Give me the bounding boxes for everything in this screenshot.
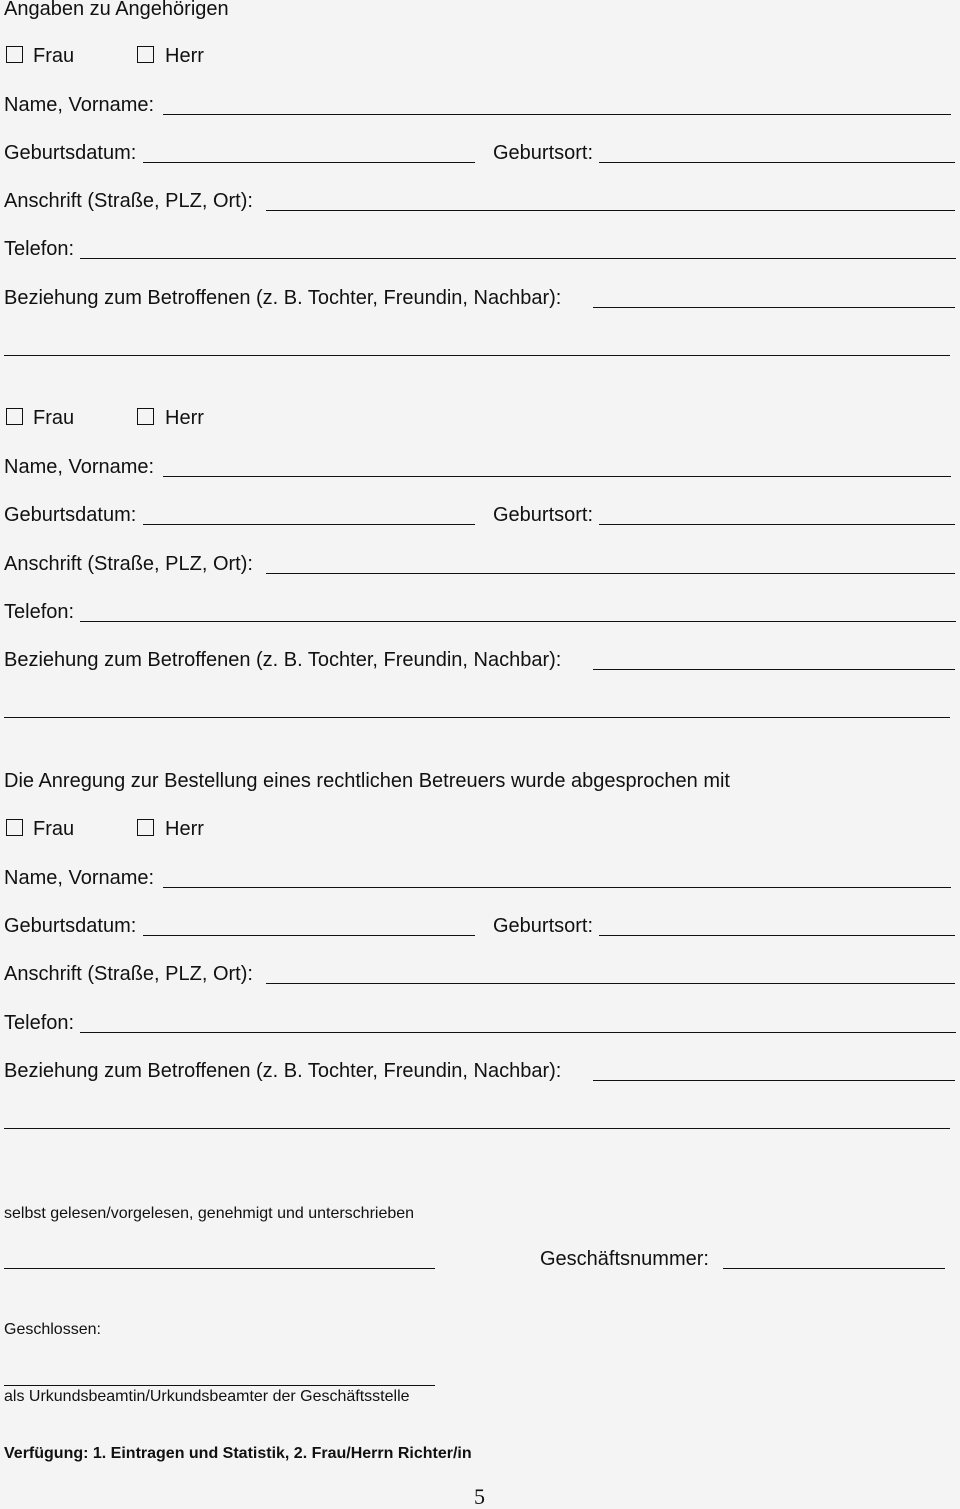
checkbox-herr-3[interactable] [137,819,154,836]
field-name-1[interactable] [163,114,951,115]
checkbox-herr-1[interactable] [137,46,154,63]
field-beziehung-1[interactable] [593,307,955,308]
urkundsbeamter-signature-line[interactable] [4,1385,435,1386]
field-beziehung-1-continued[interactable] [4,355,950,356]
label-geschlossen: Geschlossen: [4,1321,101,1338]
label-geburtsdatum-1: Geburtsdatum: [4,142,137,164]
field-beziehung-3[interactable] [593,1080,955,1081]
label-geburtsort-2: Geburtsort: [493,504,594,526]
field-anschrift-1[interactable] [266,210,955,211]
label-name-3: Name, Vorname: [4,867,155,889]
field-anschrift-2[interactable] [266,573,955,574]
field-geburtsdatum-2[interactable] [143,524,475,525]
field-name-2[interactable] [163,476,951,477]
label-beziehung-3: Beziehung zum Betroffenen (z. B. Tochter, Freundin, Nachbar): [4,1060,562,1082]
label-telefon-1: Telefon: [4,238,75,260]
field-beziehung-2[interactable] [593,669,955,670]
label-herr-1: Herr [165,45,204,67]
field-geburtsort-1[interactable] [599,162,955,163]
label-geburtsort-3: Geburtsort: [493,915,594,937]
gelesen-text: selbst gelesen/vorgelesen, genehmigt und unterschrieben [4,1205,415,1222]
label-beziehung-2: Beziehung zum Betroffenen (z. B. Tochter, Freundin, Nachbar): [4,649,562,671]
label-geburtsdatum-2: Geburtsdatum: [4,504,137,526]
label-geburtsdatum-3: Geburtsdatum: [4,915,137,937]
label-anschrift-3: Anschrift (Straße, PLZ, Ort): [4,963,253,985]
label-geburtsort-1: Geburtsort: [493,142,594,164]
field-name-3[interactable] [163,887,951,888]
checkbox-frau-3[interactable] [6,819,23,836]
label-telefon-3: Telefon: [4,1012,75,1034]
checkbox-herr-2[interactable] [137,408,154,425]
field-geburtsdatum-3[interactable] [143,935,475,936]
field-geburtsort-2[interactable] [599,524,955,525]
field-geburtsort-3[interactable] [599,935,955,936]
page-number: 5 [474,1484,485,1509]
label-name-1: Name, Vorname: [4,94,155,116]
anregung-text: Die Anregung zur Bestellung eines rechtlichen Betreuers wurde abgesprochen mit [4,770,730,792]
urkundsbeamter-text: als Urkundsbeamtin/Urkundsbeamter der Geschäftsstelle [4,1388,410,1405]
field-telefon-3[interactable] [80,1032,956,1033]
checkbox-frau-1[interactable] [6,46,23,63]
label-frau-1: Frau [33,45,75,67]
field-anschrift-3[interactable] [266,983,955,984]
label-frau-3: Frau [33,818,75,840]
label-name-2: Name, Vorname: [4,456,155,478]
section-heading: Angaben zu Angehörigen [4,0,229,20]
field-geburtsdatum-1[interactable] [143,162,475,163]
label-frau-2: Frau [33,407,75,429]
label-beziehung-1: Beziehung zum Betroffenen (z. B. Tochter, Freundin, Nachbar): [4,287,562,309]
label-herr-2: Herr [165,407,204,429]
field-beziehung-2-continued[interactable] [4,717,950,718]
signature-line[interactable] [4,1268,435,1269]
field-telefon-1[interactable] [80,258,956,259]
field-geschaeftsnummer[interactable] [723,1268,945,1269]
field-telefon-2[interactable] [80,621,956,622]
label-anschrift-1: Anschrift (Straße, PLZ, Ort): [4,190,253,212]
field-beziehung-3-continued[interactable] [4,1128,950,1129]
label-herr-3: Herr [165,818,204,840]
checkbox-frau-2[interactable] [6,408,23,425]
label-telefon-2: Telefon: [4,601,75,623]
label-anschrift-2: Anschrift (Straße, PLZ, Ort): [4,553,253,575]
label-geschaeftsnummer: Geschäftsnummer: [540,1248,709,1270]
verfuegung-text: Verfügung: 1. Eintragen und Statistik, 2. Frau/Herrn Richter/in [4,1445,472,1462]
